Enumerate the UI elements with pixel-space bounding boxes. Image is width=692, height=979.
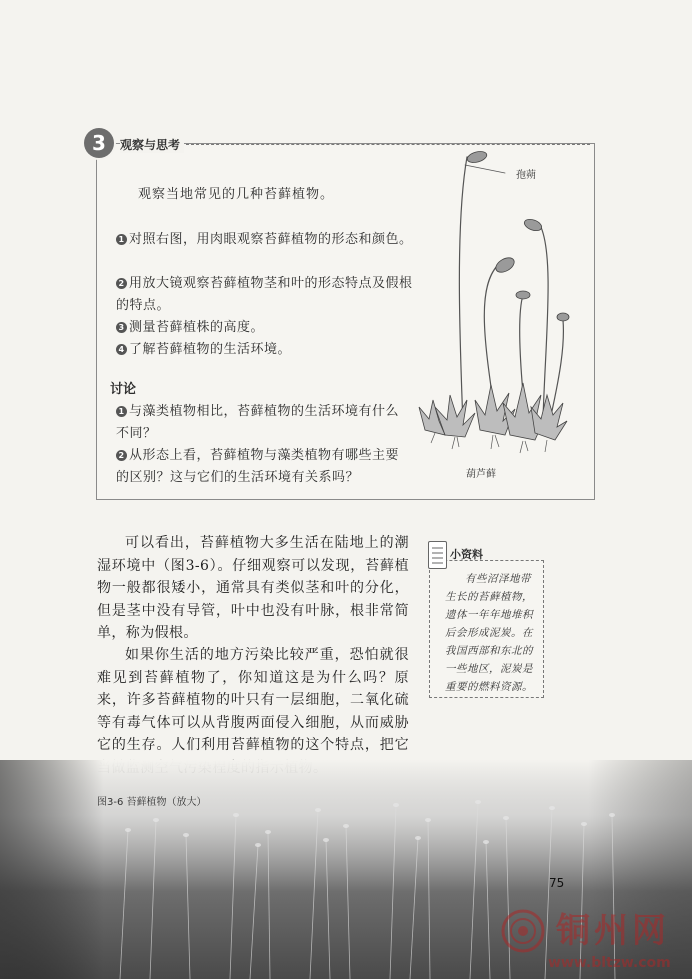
discussion-number: 2 [116,450,127,461]
discussion-item [116,445,406,489]
sidebar-title: 小资料 [450,548,483,561]
step-number: 1 [116,234,127,245]
observe-step [116,317,416,339]
watermark-logo-icon [500,908,546,954]
moss-illustration [405,145,590,465]
step-number: 3 [116,322,127,333]
step-text: 了解苔藓植物的生活环境。 [129,342,292,357]
step-text: 对照右图，用肉眼观察苔藓植物的形态和颜色。 [129,232,413,247]
section-title: 观察与思考 [120,136,184,153]
observe-intro: 观察当地常见的几种苔藓植物。 [138,187,335,202]
figure-caption: 图3-6 苔藓植物（放大） [97,797,207,808]
plant-name-label: 葫芦藓 [466,469,496,480]
discussion-heading: 讨论 [110,382,137,397]
step-text: 测量苔藓植株的高度。 [129,320,265,335]
watermark-url: www.bltzw.com [548,955,671,971]
discussion-text: 与藻类植物相比，苔藓植物的生活环境有什么不同？ [116,404,400,441]
watermark-name: 铜州网 [556,911,670,951]
body-paragraph: 可以看出，苔藓植物大多生活在陆地上的潮湿环境中（图3-6）。仔细观察可以发现，苔藓植物一般都很矮小，通常具有类似茎和叶的分化，但是茎中没有导管，叶中也没有叶脉，根非常简单，称为假根。 [97,535,409,641]
body-paragraph: 如果你生活的地方污染比较严重，恐怕就很难见到苔藓植物了，你知道这是为什么吗？原来，许多苔藓植物的叶只有一层细胞，二氧化硫等有毒气体可以从背腹两面侵入细胞，从而威胁它的生存。人们利用苔藓植物的这个特点，把它 [97,647,409,753]
step-text: 用放大镜观察苔藓植物茎和叶的形态特点及假根的特点。 [116,276,413,313]
step-number: 2 [116,278,127,289]
observe-step [116,339,416,361]
section-number-badge: 3 [84,128,114,158]
discussion-text: 从形态上看，苔藓植物与藻类植物有哪些主要的区别？这与它们的生活环境有关系吗？ [116,448,400,485]
page-number: 75 [549,876,565,890]
observe-step [116,273,416,317]
observe-step [116,229,416,251]
book-icon [428,541,447,569]
capsule-label: 孢蒴 [516,170,536,181]
discussion-item [116,401,406,445]
sidebar-text: 有些沼泽地带生长的苔藓植物，遗体一年年地堆积后会形成泥炭。在我国西部和东北的一些地区，泥炭是重要的燃料资源。 [445,573,533,693]
discussion-number: 1 [116,406,127,417]
step-number: 4 [116,344,127,355]
